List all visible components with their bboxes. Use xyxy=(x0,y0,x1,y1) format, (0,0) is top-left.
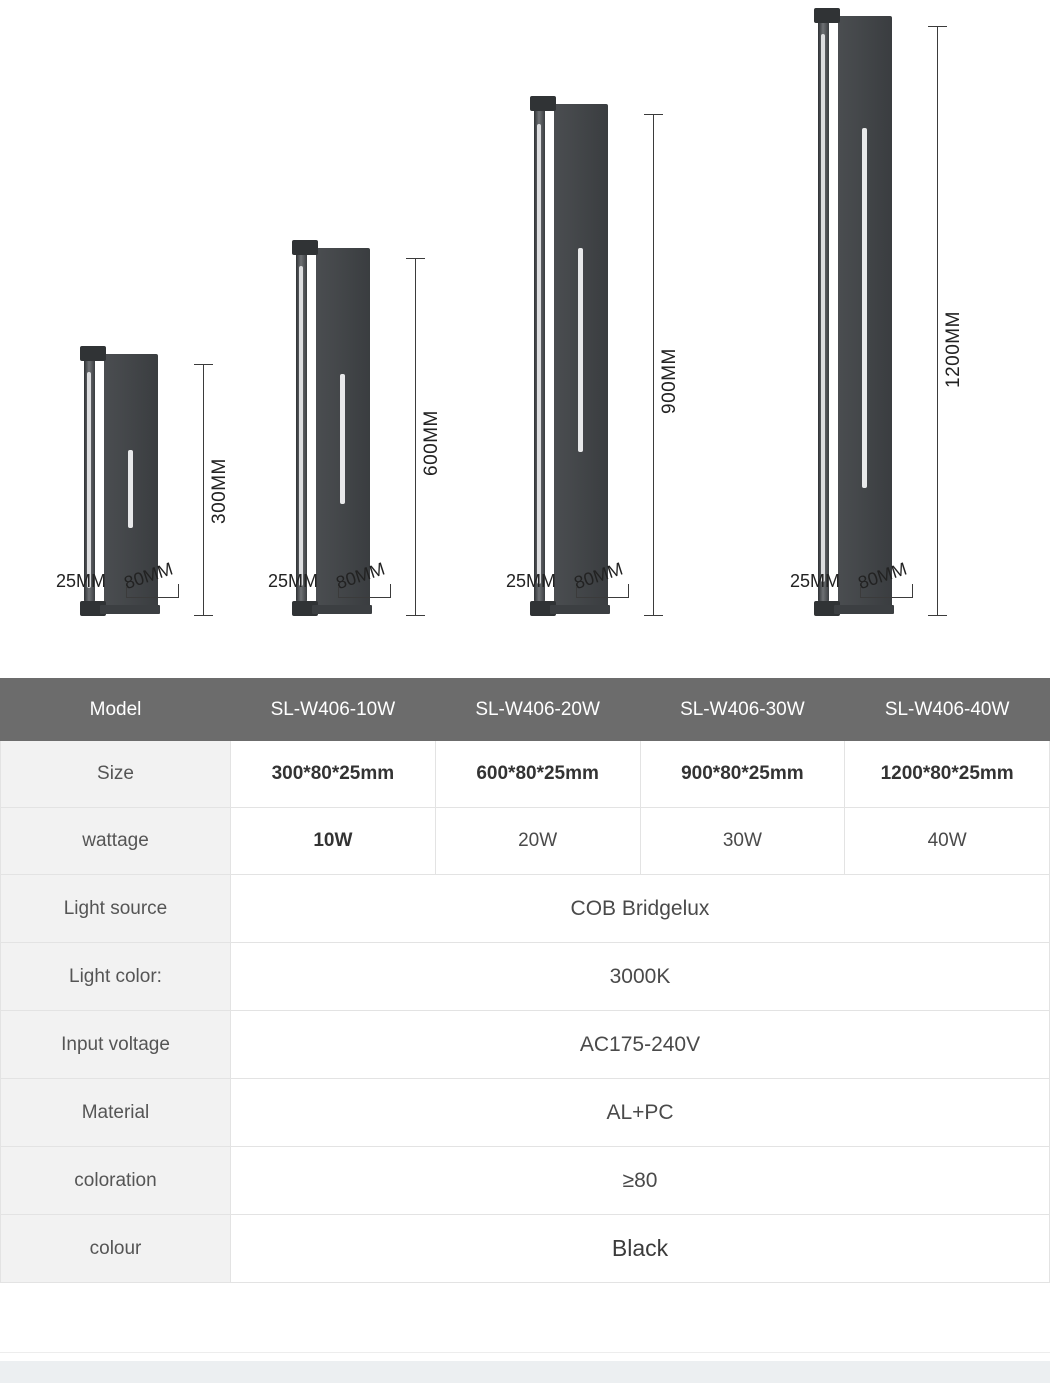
lamp-illustration-600mm xyxy=(290,240,400,616)
dimension-line xyxy=(203,364,204,616)
table-row-coloration xyxy=(1,1147,1050,1215)
footer-strip xyxy=(0,1352,1050,1390)
depth-label-900mm: 80MM xyxy=(571,558,626,594)
colour-value: Black xyxy=(231,1215,1050,1283)
depth-dimension-line xyxy=(126,586,178,598)
lamp-light-strip xyxy=(578,248,583,452)
depth-label-1200mm: 80MM xyxy=(855,558,910,594)
depth-dimension-tick xyxy=(628,584,629,598)
wattage-value-1: 10W xyxy=(231,808,436,875)
table-row-colour xyxy=(1,1215,1050,1283)
size-value-4: 1200*80*25mm xyxy=(845,741,1050,808)
depth-dimension-tick xyxy=(912,584,913,598)
height-label: 600MM xyxy=(421,410,442,476)
table-row-light-source xyxy=(1,875,1050,943)
lamp-light-strip xyxy=(128,450,133,528)
dimension-line xyxy=(937,26,938,616)
lamp-front-light-strip xyxy=(299,266,303,586)
header-model-3: SL-W406-30W xyxy=(640,679,845,741)
depth-dimension-line xyxy=(576,586,628,598)
lamp-illustration-900mm xyxy=(528,96,638,616)
depth-dimension-line xyxy=(860,586,912,598)
material-value: AL+PC xyxy=(231,1079,1050,1147)
row-label-colour: colour xyxy=(1,1215,231,1283)
lamp-light-strip xyxy=(340,374,345,504)
depth-label-300mm: 80MM xyxy=(121,558,176,594)
row-label-size: Size xyxy=(1,741,231,808)
height-label: 1200MM xyxy=(943,311,964,388)
wattage-value-2: 20W xyxy=(435,808,640,875)
height-label: 900MM xyxy=(659,348,680,414)
size-value-2: 600*80*25mm xyxy=(435,741,640,808)
light-source-value: COB Bridgelux xyxy=(231,875,1050,943)
row-label-light-color: Light color: xyxy=(1,943,231,1011)
dimension-line xyxy=(415,258,416,616)
lamp-top-cap xyxy=(814,8,840,23)
size-value-3: 900*80*25mm xyxy=(640,741,845,808)
lamp-top-cap xyxy=(80,346,106,361)
lamp-light-strip xyxy=(862,128,867,488)
table-row-material xyxy=(1,1079,1050,1147)
light-color-value: 3000K xyxy=(231,943,1050,1011)
lamp-top-cap xyxy=(292,240,318,255)
table-row-input-voltage xyxy=(1,1011,1050,1079)
lamp-top-cap xyxy=(530,96,556,111)
lamp-front-light-strip xyxy=(537,124,541,584)
lamp-front-light-strip xyxy=(87,372,91,588)
table-row-light-color xyxy=(1,943,1050,1011)
lamp-base xyxy=(550,605,610,614)
dimension-diagram xyxy=(0,0,1050,678)
table-row-wattage xyxy=(1,808,1050,875)
header-model-1: SL-W406-10W xyxy=(231,679,436,741)
table-header-row xyxy=(1,679,1050,741)
table-row-size xyxy=(1,741,1050,808)
width-label-1200mm: 25MM xyxy=(790,571,841,591)
lamp-front-light-strip xyxy=(821,34,825,582)
wattage-value-4: 40W xyxy=(845,808,1050,875)
header-model-4: SL-W406-40W xyxy=(845,679,1050,741)
width-label-600mm: 25MM xyxy=(268,571,319,591)
depth-dimension-line xyxy=(338,586,390,598)
wattage-value-3: 30W xyxy=(640,808,845,875)
height-label: 300MM xyxy=(209,458,230,524)
header-model-2: SL-W406-20W xyxy=(435,679,640,741)
lamp-base xyxy=(312,605,372,614)
row-label-input-voltage: Input voltage xyxy=(1,1011,231,1079)
lamp-illustration-1200mm xyxy=(812,8,922,616)
specification-table xyxy=(0,678,1050,1283)
lamp-base xyxy=(834,605,894,614)
row-label-wattage: wattage xyxy=(1,808,231,875)
width-label-300mm: 25MM xyxy=(56,571,107,591)
lamp-base xyxy=(100,605,160,614)
depth-dimension-tick xyxy=(178,584,179,598)
width-label-900mm: 25MM xyxy=(506,571,557,591)
header-label-model: Model xyxy=(1,679,231,741)
row-label-coloration: coloration xyxy=(1,1147,231,1215)
input-voltage-value: AC175-240V xyxy=(231,1011,1050,1079)
row-label-material: Material xyxy=(1,1079,231,1147)
depth-label-600mm: 80MM xyxy=(333,558,388,594)
depth-dimension-tick xyxy=(390,584,391,598)
size-value-1: 300*80*25mm xyxy=(231,741,436,808)
coloration-value: ≥80 xyxy=(231,1147,1050,1215)
footer-bar xyxy=(0,1361,1050,1383)
dimension-line xyxy=(653,114,654,616)
row-label-light-source: Light source xyxy=(1,875,231,943)
